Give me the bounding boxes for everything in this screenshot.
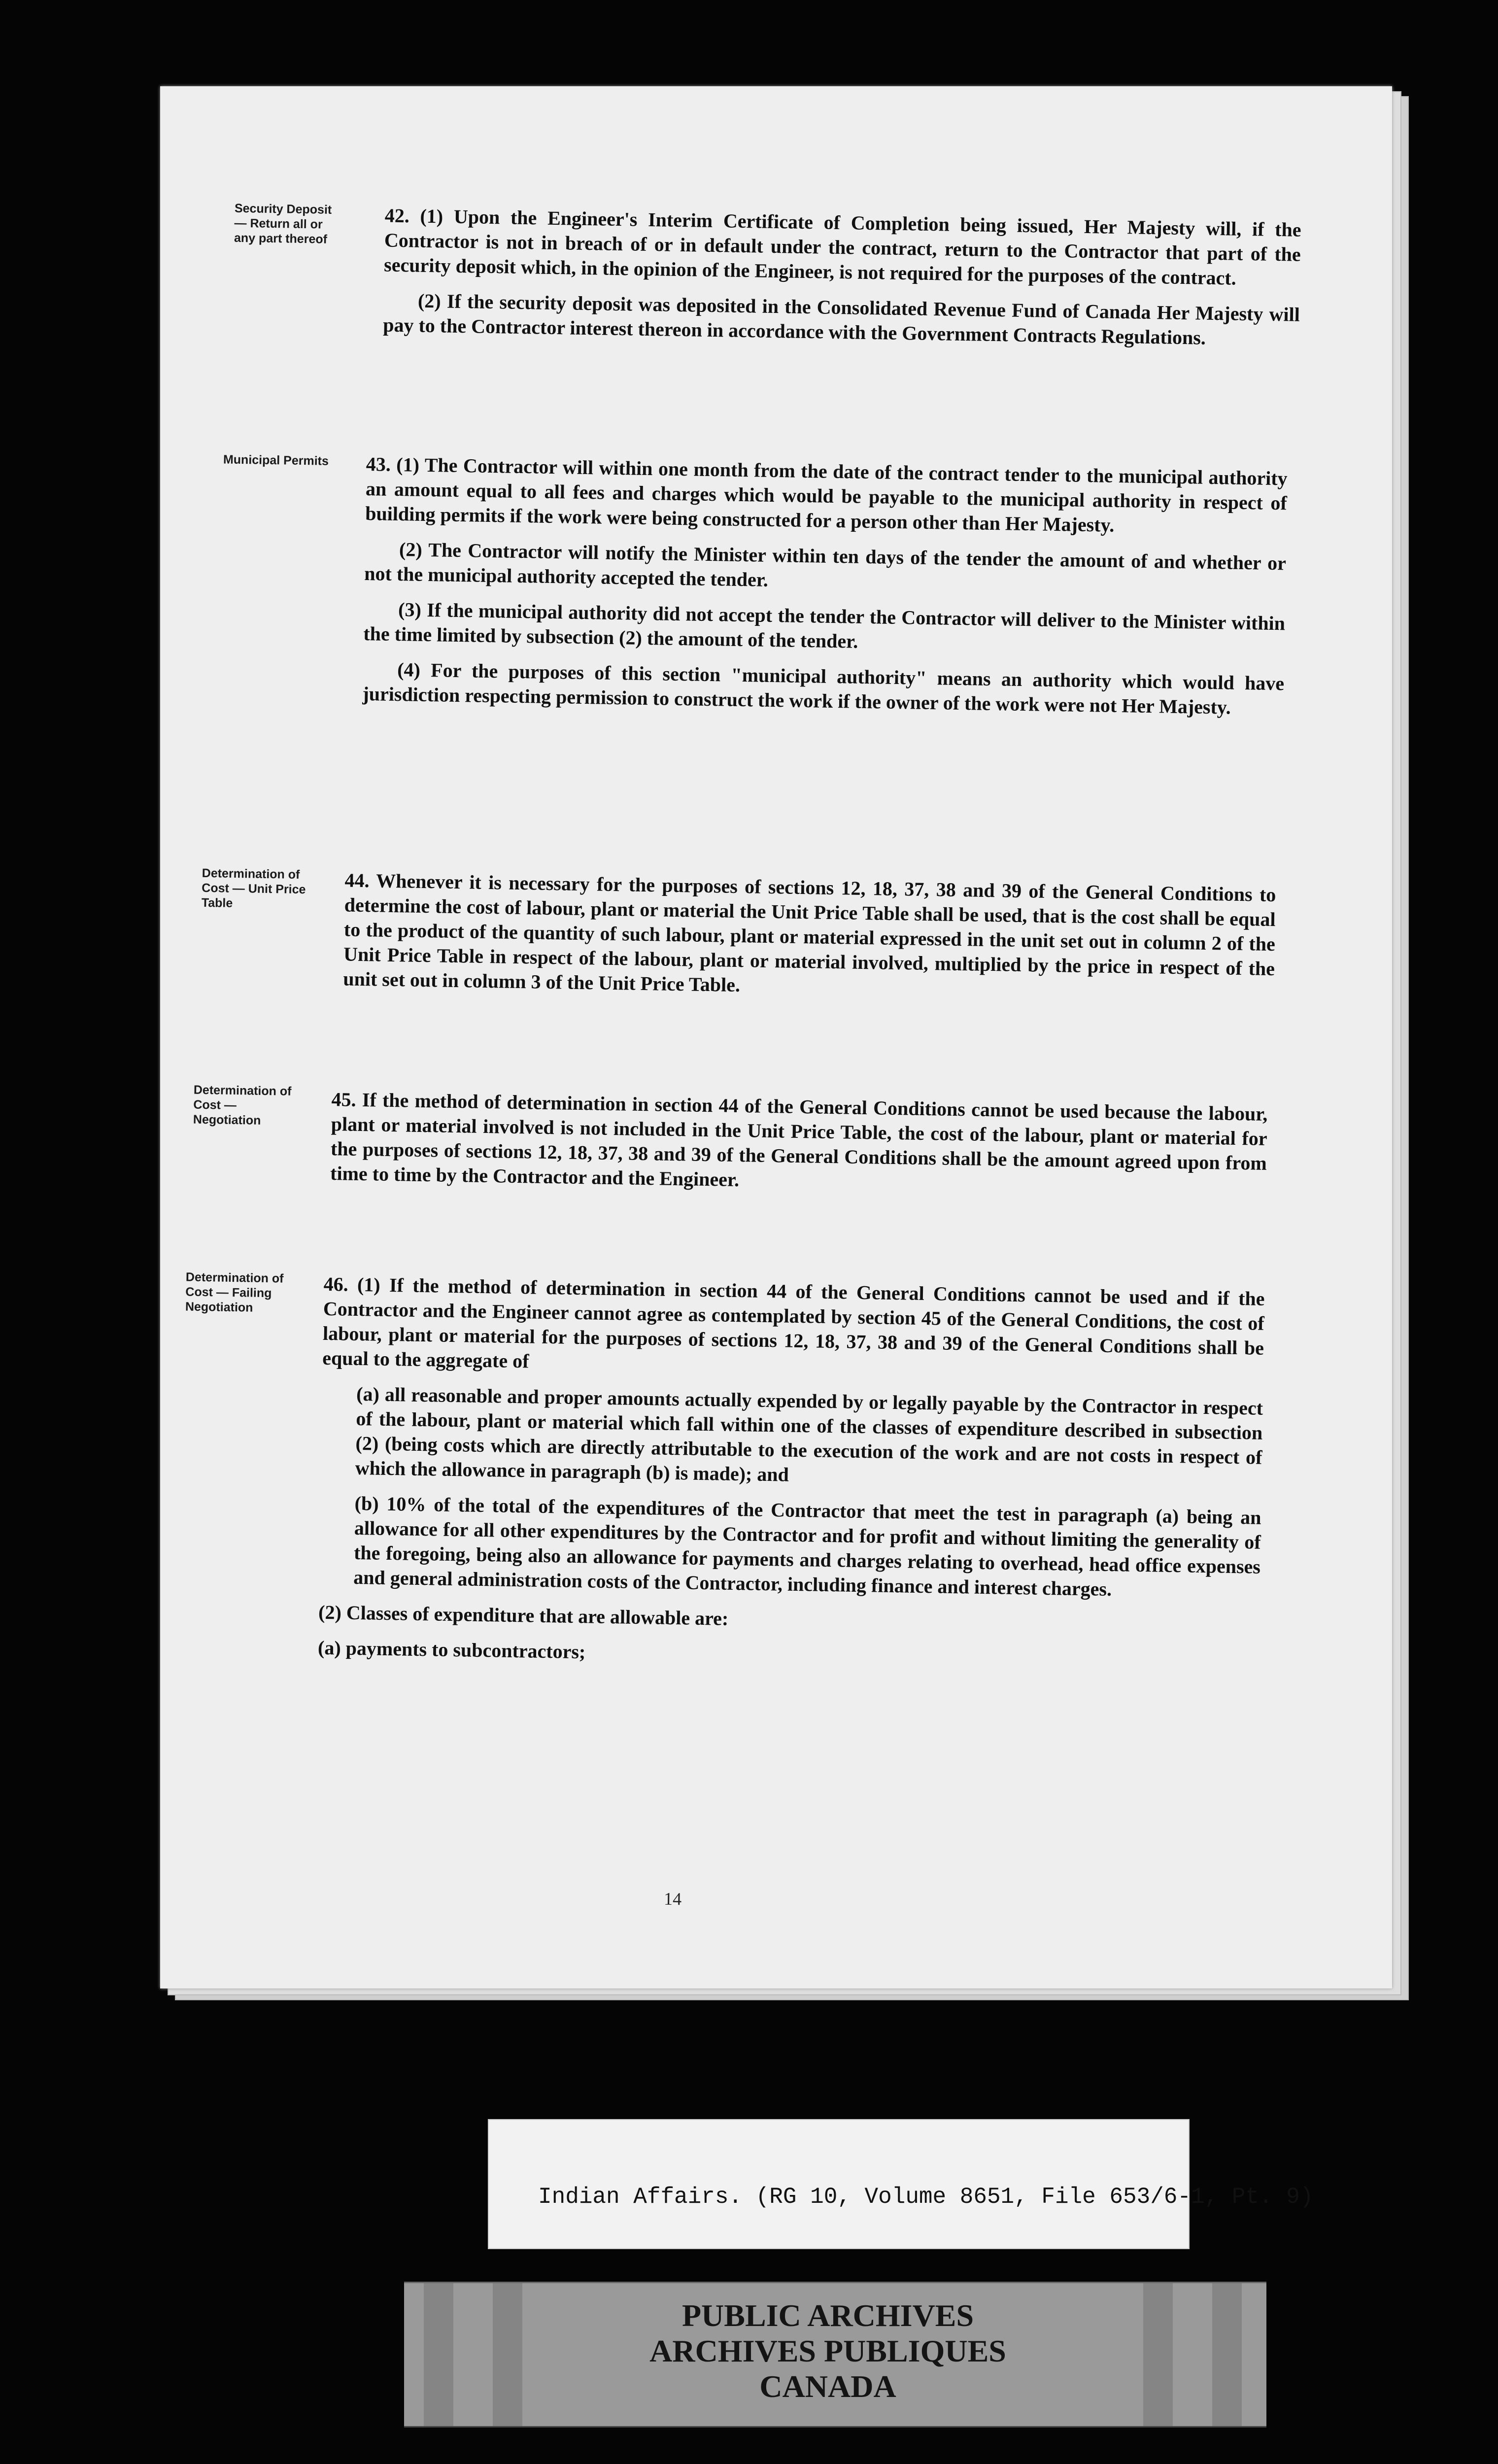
section-44 (343, 868, 1276, 1017)
section-46 (317, 1272, 1264, 1686)
paragraph: (2) The Contractor will notify the Minister within ten days of the tender the amount of and whether or not the municipal authority accepted the tender. (364, 538, 1287, 591)
stamp-line-1: PUBLIC ARCHIVES (681, 2298, 974, 2333)
stamp-line-3: CANADA (759, 2369, 896, 2404)
paragraph-item-a: (a) payments to subcontractors; (317, 1636, 586, 1663)
archive-stamp-bar (404, 2282, 1266, 2428)
stamp-line-2: ARCHIVES PUBLIQUES (649, 2333, 1006, 2368)
paragraph-item-b: (b) 10% of the total of the expenditures of the Contractor that meet the test in paragraph (a) being an allowance for all other expenditures by the Contractor and for profit and without limiting the generality of the foregoing, being also an allowance for payments and charges relating to overhead, head office expenses and general administration costs of the Contractor, including finance and interest charges. (353, 1492, 1261, 1601)
paragraph: 46. (1) If the method of determination in section 44 of the General Conditions cannot be used and if the Contractor and the Engineer cannot agree as contemplated by section 45 of the General Conditions, the cost of labour, plant or material for the purposes of sections 12, 18, 37, 38 and 39 of the General Conditions shall be equal to the aggregate of (322, 1272, 1265, 1372)
paragraph: (2) If the security deposit was deposited in the Consolidated Revenue Fund of Canada Her Majesty will pay to the Contractor interest thereon in accordance with the Government Contracts Regulations. (382, 289, 1300, 349)
section-45 (330, 1087, 1267, 1211)
page-content (131, 76, 1392, 1998)
paragraph: 45. If the method of determination in section 44 of the General Conditions cannot be used because the labour, plant or material involved is not included in the Unit Price Table, the cost of the labour, plant or material for the purposes of sections 12, 18, 37, 38 and 39 of the General Conditions shall be the amount agreed upon from time to time by the Contractor and the Engineer. (330, 1088, 1268, 1191)
paragraph: (2) Classes of expenditure that are allowable are: (318, 1601, 729, 1630)
page-number: 14 (663, 1888, 682, 1909)
paragraph-item-a: (a) all reasonable and proper amounts actually expended by or legally payable by the Contractor in respect of the labour, plant or material which fall within one of the classes of expenditure described in subsection (2) (being costs which are directly attributable to the execution of the work and are not costs in respect of which the allowance in paragraph (b) is made); and (355, 1382, 1263, 1486)
margin-note-security-deposit: Security Deposit — Return all or any part thereof (234, 201, 332, 246)
film-grain-mark (424, 2283, 453, 2426)
film-grain-mark (493, 2283, 522, 2426)
paragraph: 42. (1) Upon the Engineer's Interim Certificate of Completion being issued, Her Majesty will, if the Contractor is not in breach of or in default under the contract, return to the Contractor that part of the security deposit which, in the opinion of the Engineer, is not required for the purposes of the contract. (383, 204, 1301, 289)
margin-note-negotiation: Determination of Cost — Negotiation (193, 1083, 292, 1128)
paragraph: 43. (1) The Contractor will within one month from the date of the contract tender to the municipal authority an amount equal to all fees and charges which would be payable to the municipal authority in respect of building permits if the work were being constructed for a person other than Her Majesty. (365, 453, 1288, 536)
paragraph: (3) If the municipal authority did not accept the tender the Contractor will deliver to the Minister within the time limited by subsection (2) the amount of the tender. (363, 598, 1286, 652)
section-42 (383, 204, 1301, 363)
archive-stamp (562, 2298, 1094, 2404)
margin-note-unit-price-table: Determination of Cost — Unit Price Table (201, 866, 306, 910)
film-grain-mark (1143, 2283, 1173, 2426)
margin-note-municipal-permits: Municipal Permits (223, 452, 329, 468)
document-page-stack (160, 86, 1402, 1998)
archive-reference-label (488, 2119, 1314, 2249)
film-grain-mark (1212, 2283, 1242, 2426)
section-43 (362, 452, 1288, 731)
archive-reference-text: Indian Affairs. (RG 10, Volume 8651, File 653/6-1, Pt. 9) (538, 2184, 1314, 2210)
paragraph: (4) For the purposes of this section "municipal authority" means an authority which would have jurisdiction respecting permission to construct the work if the owner of the work were not Her Majesty. (362, 658, 1285, 719)
margin-note-failing-negotiation: Determination of Cost — Failing Negotiation (185, 1270, 284, 1315)
document-page (160, 86, 1392, 1988)
paragraph: 44. Whenever it is necessary for the purposes of sections 12, 18, 37, 38 and 39 of the General Conditions to determine the cost of labour, plant or material the Unit Price Table shall be used, that is the cost shall be equal to the product of the quantity of such labour, plant or material expressed in the unit set out in column 2 of the Unit Price Table in respect of the labour, plant or material involved, multiplied by the price in respect of the unit set out in column 3 of the Unit Price Table. (343, 869, 1276, 996)
